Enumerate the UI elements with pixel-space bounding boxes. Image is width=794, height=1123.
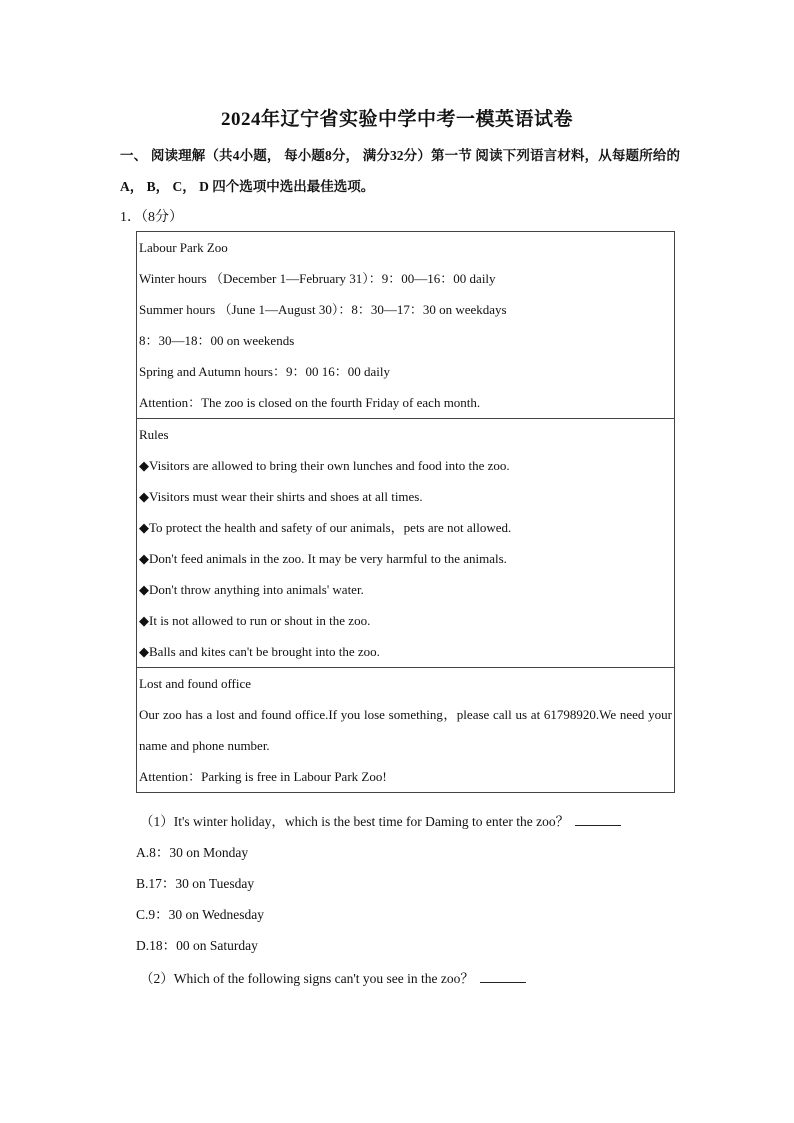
zoo-name: Labour Park Zoo <box>139 240 228 255</box>
parking-attention: Attention：Parking is free in Labour Park Zoo! <box>139 769 387 784</box>
question-number: 1．（8分） <box>120 210 183 225</box>
summer-hours-weekdays: Summer hours （June 1—August 30）：8：30—17：30 on weekdays <box>139 302 507 317</box>
rule-item: ◆It is not allowed to run or shout in the zoo. <box>139 613 371 628</box>
zoo-hours-block <box>137 232 674 419</box>
spring-autumn-hours: Spring and Autumn hours：9：00 16：00 daily <box>139 364 390 379</box>
rules-heading: Rules <box>139 427 169 442</box>
option-c: C.9：30 on Wednesday <box>136 907 265 922</box>
answer-blank[interactable] <box>575 811 621 826</box>
option-b: B.17：30 on Tuesday <box>136 876 255 891</box>
rules-block <box>137 419 674 668</box>
rule-item: ◆Balls and kites can't be brought into the zoo. <box>139 644 380 659</box>
winter-hours: Winter hours （December 1—February 31）：9：00—16：00 daily <box>139 271 496 286</box>
closing-attention: Attention：The zoo is closed on the fourth Friday of each month. <box>139 395 481 410</box>
questions <box>136 806 696 994</box>
lost-found-heading: Lost and found office <box>139 676 252 691</box>
option-a: A.8：30 on Monday <box>136 845 249 860</box>
rule-item: ◆Don't feed animals in the zoo. It may be very harmful to the animals. <box>139 551 507 566</box>
rule-item: ◆Visitors must wear their shirts and shoes at all times. <box>139 489 423 504</box>
rule-item: ◆Don't throw anything into animals' water. <box>139 582 364 597</box>
lost-found-body: Our zoo has a lost and found office.If you lose something，please call us at 61798920.We need your name and phone number. <box>139 707 672 753</box>
rule-item: ◆Visitors are allowed to bring their own lunches and food into the zoo. <box>139 458 510 473</box>
section-heading: 一、 阅读理解（共4小题， 每小题8分， 满分32分）第一节 阅读下列语言材料，从每题所给的 A， B， C， D 四个选项中选出最佳选项。 <box>120 148 680 194</box>
question-1 <box>136 806 696 837</box>
answer-blank[interactable] <box>480 968 526 983</box>
lost-found-block <box>137 668 674 792</box>
option-d: D.18：00 on Saturday <box>136 938 258 953</box>
summer-hours-weekends: 8：30—18：00 on weekends <box>139 333 295 348</box>
question-1-prompt: （1）It's winter holiday，which is the best time for Daming to enter the zoo？ <box>140 814 570 829</box>
question-2-prompt: （2）Which of the following signs can't you see in the zoo？ <box>140 971 474 986</box>
question-2 <box>136 963 696 994</box>
rule-item: ◆To protect the health and safety of our animals，pets are not allowed. <box>139 520 512 535</box>
notice-table <box>136 231 675 793</box>
page-title: 2024年辽宁省实验中学中考一模英语试卷 <box>220 109 573 130</box>
